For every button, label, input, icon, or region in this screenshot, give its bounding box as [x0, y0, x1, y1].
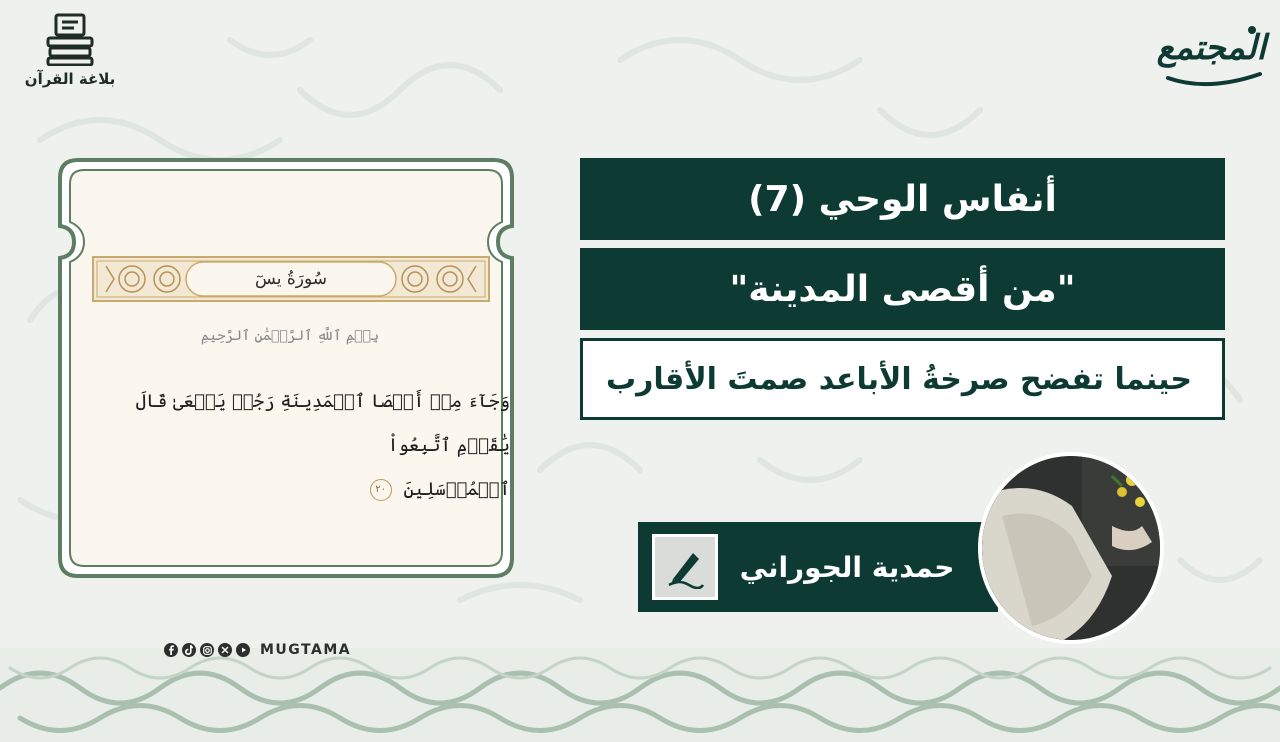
series-title: [580, 158, 1225, 240]
logo-text: المجتمع: [1156, 28, 1266, 68]
quran-verse-card: [58, 158, 514, 578]
social-links: [164, 640, 351, 660]
instagram-icon[interactable]: [200, 643, 214, 657]
x-icon[interactable]: [218, 643, 232, 657]
pen-icon: [663, 545, 707, 589]
article-title: [580, 248, 1225, 330]
verse-line-1: وَجَآءَ مِنۡ أَقۡصَا ٱلۡمَدِينَةِ رَجُلٞ يَسۡعَىٰ قَالَ يَٰقَوۡمِ ٱتَّبِعُواْ: [135, 391, 510, 456]
verse-line-2-text: ٱلۡمُرۡسَلِينَ: [403, 479, 510, 500]
basmala: بِسۡمِ ٱللَّهِ ٱلرَّحۡمَٰنِ ٱلرَّحِيمِ: [200, 328, 380, 344]
verse-line-2: [100, 468, 510, 512]
author-pen-box: [652, 534, 718, 600]
verse-text: [100, 380, 510, 500]
author-name: حمدية الجوراني: [739, 550, 955, 584]
series-title-text: أنفاس الوحي (7): [748, 178, 1057, 220]
book-stack-icon: [44, 12, 96, 66]
article-title-text: "من أقصى المدينة": [729, 268, 1076, 310]
youtube-icon[interactable]: [236, 643, 250, 657]
article-subtitle: [580, 338, 1225, 420]
facebook-icon[interactable]: [164, 643, 178, 657]
mugtama-logo: [1156, 20, 1266, 94]
surah-name: سُورَةُ يسٓ: [255, 269, 327, 289]
article-subtitle-text: حينما تفضح صرخةُ الأباعد صمتَ الأقارب: [606, 361, 1192, 397]
tiktok-icon[interactable]: [182, 643, 196, 657]
social-handle: MUGTAMA: [260, 642, 352, 658]
brand-label: بلاغة القرآن: [24, 70, 116, 88]
quran-eloquence-brand: [20, 12, 120, 102]
calligraphy-band: [0, 648, 1280, 742]
verse-number-badge: ٢٠: [370, 479, 392, 501]
author-photo: [978, 452, 1164, 644]
